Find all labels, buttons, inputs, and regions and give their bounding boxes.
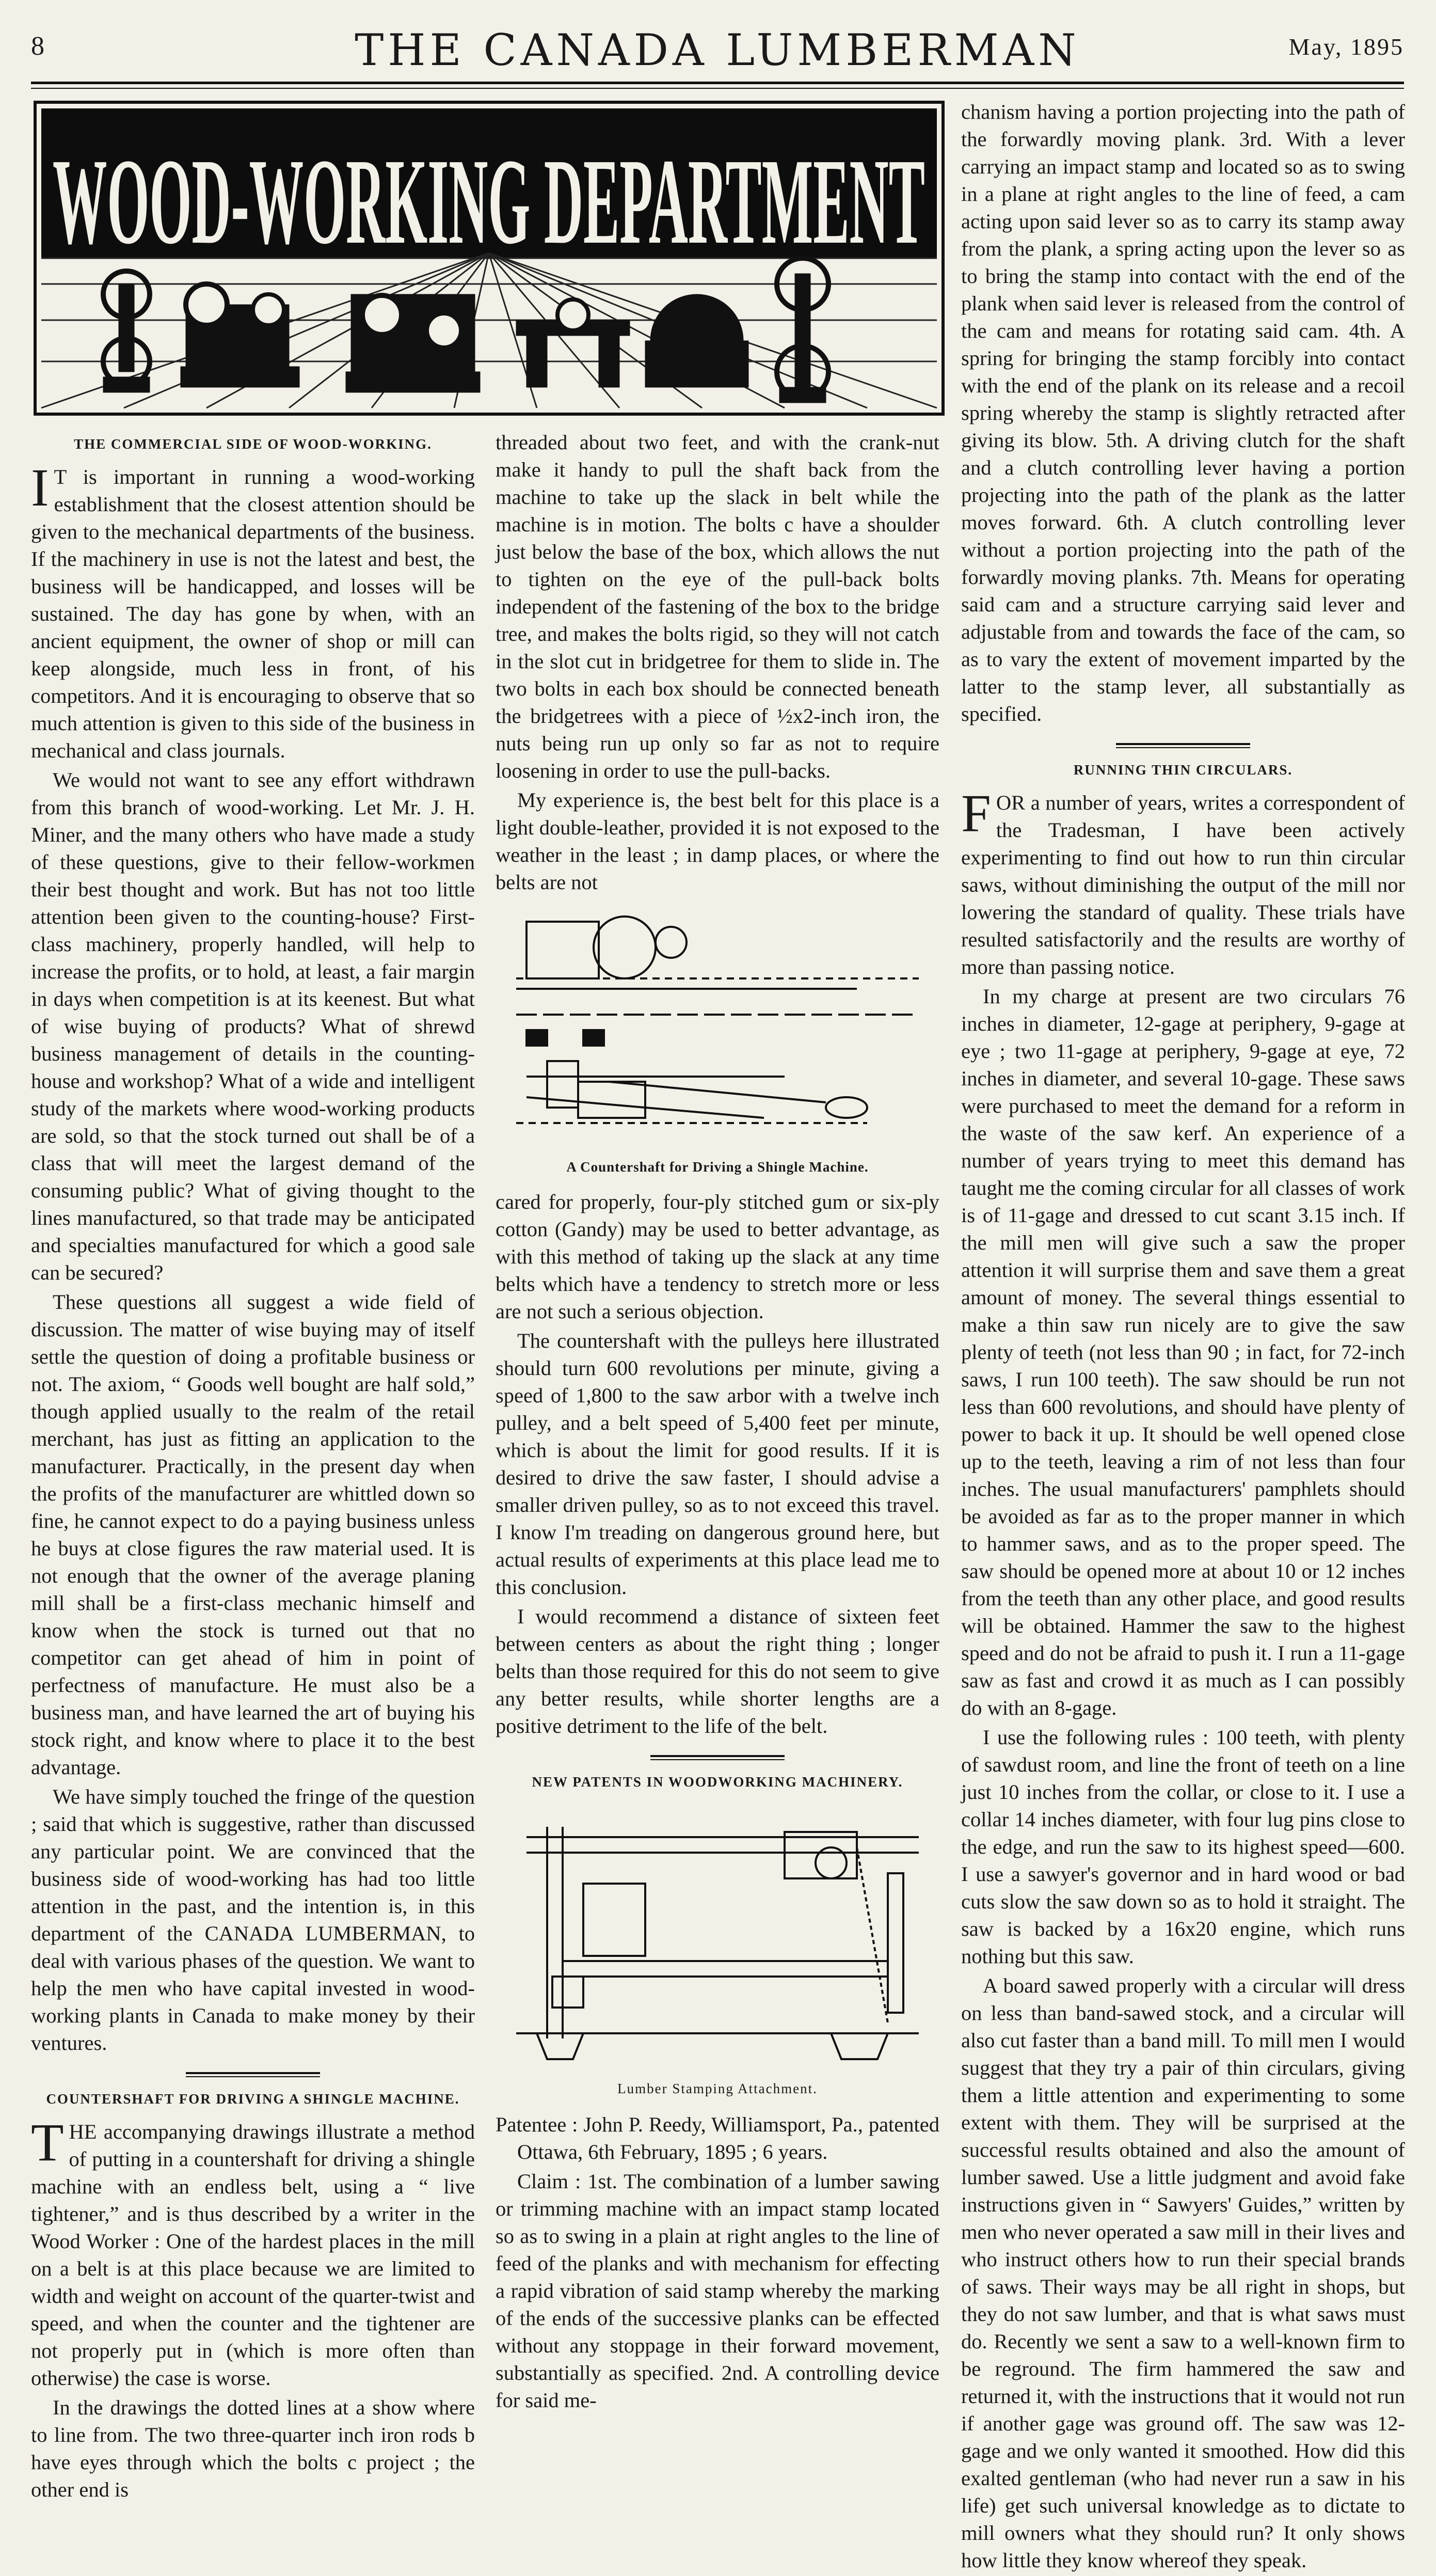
issue-date: May, 1895 <box>1288 34 1404 60</box>
banner-illustration <box>31 98 947 418</box>
article-paragraph: We have simply touched the fringe of the question ; said that which is suggestive, rather than discussed any particular point. We are convinced that the business side of wood-working has had too little attention in the past, and the intention is, in this department of the CANADA LUMBERMAN, to deal with various phases of the question. We want to help the men who have capital invested in wood-working plants in Canada to make money by their ventures. <box>31 1785 475 2055</box>
page-number: 8 <box>31 31 44 61</box>
section-separator <box>186 2072 320 2077</box>
countershaft-diagram <box>496 906 939 1144</box>
drop-cap: I <box>31 458 49 517</box>
header-rule-thin <box>31 88 1404 89</box>
article-paragraph: Claim : 1st. The combination of a lumber sawing or trimming machine with an impact stamp located so as to swing in a plain at right angles to the line of feed of the planks and with mechanism for effecting a rapid vibration of said stamp whereby the marking of the ends of the successive planks can be effected without any stoppage in their forward movement, substantially as specified. 2nd. A controlling device for said me- <box>496 2170 939 2412</box>
article-paragraph: We would not want to see any effort withdrawn from this branch of wood-working. Let Mr. J. H. Miner, and the many others who have made a study of these questions, give to their fellow-workmen their best thought and work. But has not too little attention been given to the counting-house? First-class machinery, properly handled, will help to increase the profits, or to hold, at least, a fair margin in days when competition is at its keenest. But what of wise buying of products? What of shrewd business management of details in the counting-house and workshop? What of a wide and intelligent study of the markets where wood-working products are sold, so that the stock turned out shall be of a class that will meet the largest demand of the consuming public? What of giving thought to the lines manufactured, so that trade may be anticipated and specialties manufactured for which a good sale can be secured? <box>31 768 475 1284</box>
article-title-countershaft: COUNTERSHAFT FOR DRIVING A SHINGLE MACHINE. <box>46 2091 460 2107</box>
article-paragraph: These questions all suggest a wide field of discussion. The matter of wise buying may of itself settle the question of doing a profitable business or not. The axiom, “ Goods well bought are half sold,” though applied usually to the realm of the retail merchant, has just as fitting an application to the manufacturer. Practically, in the present day when the profits of the manufacturer are whittled down so fine, he cannot expect to do a paying business unless he buys at close figures the raw material used. It is not enough that the owner of the average planing mill shall be a first-class mechanic himself and know when the stock is turned out that no competitor can get ahead of him in point of perfectness of manufacture. He must also be a business man, and have learned the art of buying his stock right, and know where to place it to the best advantage. <box>31 1290 475 1779</box>
article-paragraph: I T is important in running a wood-working establishment that the closest attention should be given to the mechanical departments of the business. If the machinery in use is not the latest and best, the business will be handicapped, and losses will be sustained. The day has gone by when, with an ancient equipment, the owner of shop or mill can keep alongside, much less in front, of his competitors. And it is encouraging to observe that so much attention is given to this side of the business in mechanical and class journals. <box>31 458 475 762</box>
drop-cap: T <box>31 2113 64 2172</box>
article-paragraph: Patentee : John P. Reedy, Williamsport, Pa., patented Ottawa, 6th February, 1895 ; 6 years. <box>496 2113 939 2163</box>
masthead: THE CANADA LUMBERMAN <box>355 25 1080 75</box>
article-paragraph: cared for properly, four-ply stitched gum or six-ply cotton (Gandy) may be used to better advantage, as with this method of taking up the slack at any time belts which have a tendency to stretch more or less are not such a serious objection. <box>496 1190 939 1323</box>
article-title-patents: NEW PATENTS IN WOODWORKING MACHINERY. <box>532 1774 903 1790</box>
column-1 <box>31 429 475 2505</box>
page-header <box>31 10 1404 88</box>
section-separator <box>650 1755 785 1760</box>
article-paragraph: The countershaft with the pulleys here illustrated should turn 600 revolutions per minute, giving a speed of 1,800 to the saw arbor with a twelve inch pulley, and a belt speed of 5,400 feet per minute, which is about the limit for good results. If it is desired to drive the saw faster, I should advise a smaller driven pulley, so as to not exceed this travel. I know I'm treading on dangerous ground here, but actual results of experiments at this place lead me to this conclusion. <box>496 1329 939 1599</box>
article-paragraph: chanism having a portion projecting into the path of the forwardly moving plank. 3rd. With a lever carrying an impact stamp and located so as to swing in a plane at right angles to the line of feed, a cam acting upon said lever so as to carry its stamp away from the plank, a spring acting upon the lever so as to bring the stamp into contact with the end of the plank when said lever is released from the control of the cam and means for rotating said cam. 4th. A spring for bringing the stamp forcibly into contact with the end of the plank on its release and a recoil spring whereby the stamp is slightly retracted after giving its blow. 5th. A driving clutch for the shaft and a clutch controlling lever having a portion projecting into the path of the plank as the latter moves forward. 6th. A clutch controlling lever without a portion projecting into the path of the forwardly moving planks. 7th. Means for operating said cam and a structure carrying said lever and adjustable from and towards the face of the cam, so as to vary the extent of movement imparted by the latter to the stamp lever, all substantially as specified. <box>961 100 1405 725</box>
article-paragraph: A board sawed properly with a circular will dress on less than band-sawed stock, and a circular will also cut faster than a band mill. To mill men I would suggest that they try a pair of thin circulars, giving them a little attention and experimenting to some extent with them. They will be surprised at the successful results obtained and also the amount of lumber sawed. Use a little judgment and avoid fake instructions given in “ Sawyers' Guides,” written by men who never operated a saw mill in their lives and who instruct others how to run their special brands of saws. Their ways may be all right in shops, but they do not saw lumber, and that is what saws must do. Recently we sent a saw to a well-known firm to be reground. The firm hammered the saw and returned it, with the instructions that it would not run if another gage was ground off. The saw was 12-gage and we only wanted it smoothed. How did this exalted gentleman (who had never run a saw in his life) get such universal knowledge as to dictate to mill owners what they should run? It only shows how little they know whereof they speak. <box>961 1974 1405 2572</box>
article-paragraph: In the drawings the dotted lines at a show where to line from. The two three-quarter inch iron rods b have eyes through which the bolts c project ; the other end is <box>31 2396 475 2501</box>
column-3 <box>961 98 1405 2576</box>
article-title-circulars: RUNNING THIN CIRCULARS. <box>1073 762 1293 778</box>
article-paragraph: T HE accompanying drawings illustrate a method of putting in a countershaft for driving a shingle machine with an endless belt, using a “ live tightener,” and is thus described by a writer in the Wood Worker : One of the hardest places in the mill on a belt is at this place because we are limited to width and weight on account of the quarter-twist and speed, and when the counter and the tightener are not properly put in (which is more often than otherwise) the case is worse. <box>31 2113 475 2390</box>
banner-title: WOOD-WORKING DEPARTMENT <box>53 134 925 270</box>
figure-caption: Lumber Stamping Attachment. <box>617 2081 818 2096</box>
drop-cap: F <box>961 784 991 843</box>
article-paragraph: F OR a number of years, writes a correspondent of the Tradesman, I have been actively experimenting to find out how to run thin circular saws, without diminishing the output of the mill nor lowering the standard of quality. These trials have resulted satisfactorily and the results are worthy of more than passing notice. <box>961 784 1405 978</box>
article-title-commercial: THE COMMERCIAL SIDE OF WOOD-WORKING. <box>74 436 432 452</box>
article-paragraph: I use the following rules : 100 teeth, with plenty of sawdust room, and line the front of teeth on a line just 10 inches from the collar, or close to it. I use a collar 14 inches diameter, with four lug pins close to the edge, and run the saw to its highest speed—600. I use a sawyer's governor and in hard wood or bad cuts slow the saw down so as to hold it straight. The saw is backed by a 16x20 engine, which runs nothing but this saw. <box>961 1726 1405 1968</box>
column-2 <box>496 429 939 2416</box>
stamping-attachment-diagram <box>496 1806 939 2064</box>
figure-caption: A Countershaft for Driving a Shingle Machine. <box>566 1159 869 1175</box>
department-banner <box>31 98 947 418</box>
moulder-machine-icon <box>346 294 480 392</box>
article-paragraph: threaded about two feet, and with the crank-nut make it handy to pull the shaft back from the machine to take up the slack in belt while the machine is in motion. The bolts c have a shoulder just below the base of the box, which allows the nut to tighten on the eye of the pull-back bolts independent of the fastening of the box to the bridge tree, and makes the bolts rigid, so they will not catch in the slot cut in bridgetree for them to slide in. The two bolts in each box should be connected beneath the bridgetrees with a piece of ½x2-inch iron, the nuts being run up only so far as not to require loosening in order to use the pull-backs. <box>496 431 939 782</box>
header-rule <box>31 82 1404 84</box>
article-paragraph: I would recommend a distance of sixteen feet between centers as about the right thing ; longer belts than those required for this do not seem to give any better results, while shorter lengths are a positive detriment to the life of the belt. <box>496 1605 939 1737</box>
section-separator <box>1116 743 1250 748</box>
article-paragraph: In my charge at present are two circulars 76 inches in diameter, 12-gage at periphery, 9-gage at eye ; two 11-gage at periphery, 9-gage at eye, 72 inches in diameter, and several 10-gage. These saws were purchased to meet the demand for a reform in the waste of the saw kerf. An experience of a number of years trying to meet this demand has taught me the coming circular for all classes of work is of 11-gage and dressed to cut scant 3.15 inch. If the mill men will give such a saw the proper attention it will surprise them and save them a great amount of money. The several things essential to make a thin saw run nicely are to give the saw plenty of teeth (not less than 90 ; in fact, for 72-inch saws, I run 100 teeth). The saw should be run not less than 600 revolutions, and should have plenty of power to back it up. It should be well opened close up to the teeth, leaving a rim of not less than four inches. The usual manufacturers' pamphlets should be avoided as far as to the proper manner in which to hammer saws, and as to the proper speed. The saw should be opened more at about 10 or 12 inches from the teeth than any other place, and good results will be obtained. Hammer the saw to the highest speed and do not be afraid to push it. I run a 11-gage saw as fast and crowd it as much as I can possibly do with an 8-gage. <box>961 985 1405 1719</box>
article-paragraph: My experience is, the best belt for this place is a light double-leather, provided it is not exposed to the weather in the least ; in damp places, or where the belts are not <box>496 788 939 894</box>
